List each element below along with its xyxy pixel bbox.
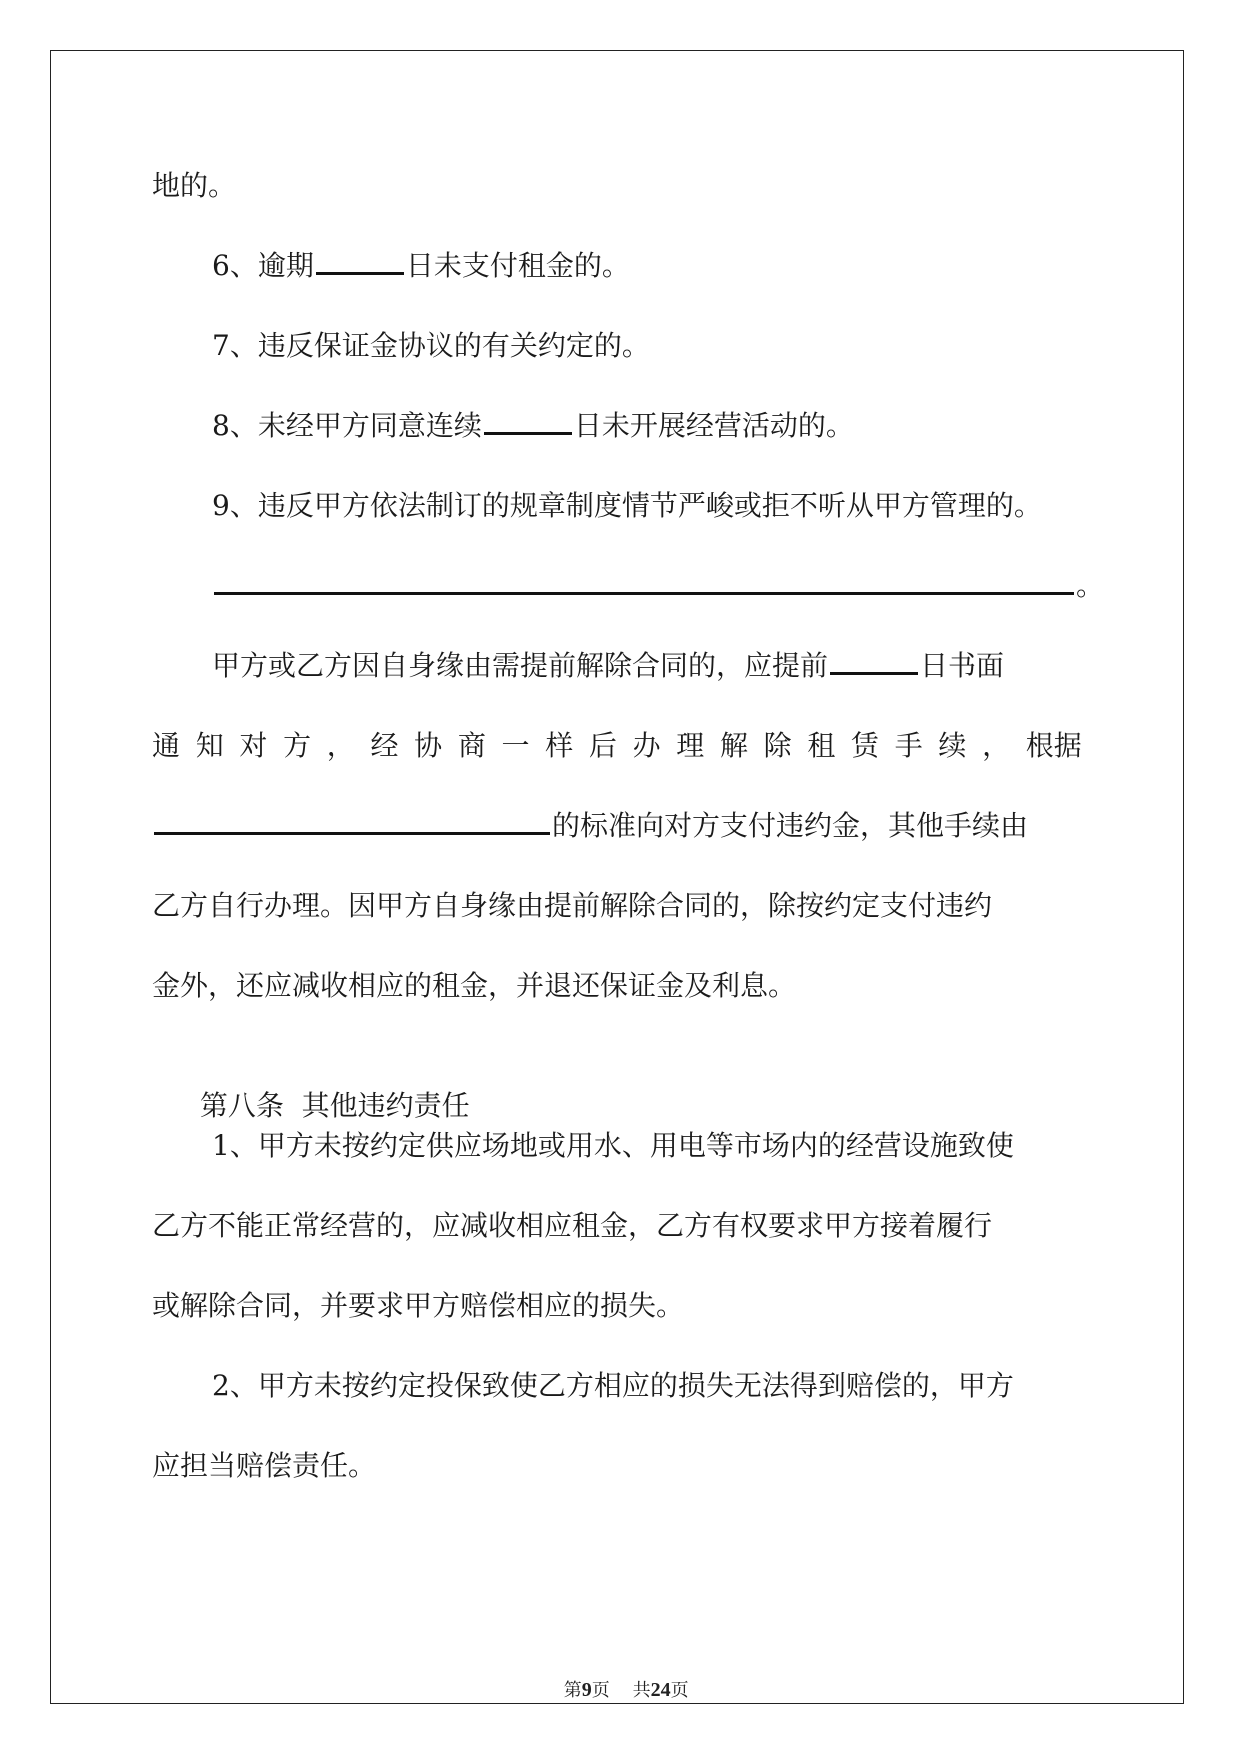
text: 。	[1076, 569, 1105, 602]
paragraph-line	[212, 486, 1042, 526]
char: 经	[370, 729, 399, 762]
char: 对	[239, 729, 268, 762]
paragraph-line	[212, 326, 650, 366]
text: 9、违反甲方依法制订的规章制度情节严峻或拒不听从甲方管理的。	[212, 489, 1042, 522]
text: 乙方自行办理。因甲方自身缘由提前解除合同的，除按约定支付违约	[152, 889, 993, 922]
text: 1、甲方未按约定供应场地或用水、用电等市场内的经营设施致使	[212, 1129, 1014, 1162]
paragraph-line	[152, 806, 1028, 846]
paragraph-line	[152, 166, 236, 206]
paragraph-line	[152, 1286, 684, 1326]
paragraph-line	[152, 886, 992, 926]
paragraph-line	[152, 1206, 992, 1246]
text: 日未支付租金的。	[405, 249, 630, 282]
fill-blank	[316, 246, 404, 275]
text: 地的。	[152, 169, 237, 202]
fill-blank	[214, 566, 1074, 595]
paragraph-line-justified	[152, 726, 1082, 766]
text: 第八条 其他违约责任	[199, 1089, 470, 1122]
char: ，	[982, 729, 1011, 762]
char: 除	[763, 729, 792, 762]
text: 7、违反保证金协议的有关约定的。	[212, 329, 650, 362]
char: 一	[501, 729, 530, 762]
char: 方	[283, 729, 312, 762]
text: 或解除合同，并要求甲方赔偿相应的损失。	[152, 1289, 685, 1322]
text: 2、甲方未按约定投保致使乙方相应的损失无法得到赔偿的，甲方	[212, 1369, 1014, 1402]
paragraph-line	[212, 246, 630, 286]
text: 的标准向对方支付违约金，其他手续由	[552, 809, 1029, 842]
text: 日未开展经营活动的。	[573, 409, 854, 442]
text: 应担当赔偿责任。	[152, 1449, 377, 1482]
paragraph-line	[212, 406, 854, 446]
text: 8、未经甲方同意连续	[212, 409, 482, 442]
char: 知	[195, 729, 224, 762]
section-heading	[182, 1046, 470, 1126]
text: 甲方或乙方因自身缘由需提前解除合同的，应提前	[212, 649, 829, 682]
text: 6、逾期	[212, 249, 314, 282]
char: 样	[545, 729, 574, 762]
paragraph-line	[152, 966, 796, 1006]
paragraph-line	[212, 1366, 1014, 1406]
char: 赁	[851, 729, 880, 762]
footer-mid: 页 共	[591, 1680, 651, 1701]
text: 乙方不能正常经营的，应减收相应租金，乙方有权要求甲方接着履行	[152, 1209, 993, 1242]
char: 续	[938, 729, 967, 762]
fill-blank	[484, 406, 572, 435]
footer-suffix: 页	[670, 1680, 689, 1701]
page-footer	[0, 1655, 1241, 1702]
char: 根据	[1025, 729, 1082, 762]
text: 金外，还应减收相应的租金，并退还保证金及利息。	[152, 969, 797, 1002]
char: 理	[676, 729, 705, 762]
paragraph-line	[212, 566, 1104, 606]
char: ，	[326, 729, 355, 762]
char: 协	[414, 729, 443, 762]
text: 日书面	[920, 649, 1005, 682]
char: 通	[152, 729, 181, 762]
char: 后	[588, 729, 617, 762]
paragraph-line	[212, 1126, 1014, 1166]
page-number: 9	[581, 1679, 592, 1701]
char: 租	[807, 729, 836, 762]
char: 解	[719, 729, 748, 762]
char: 办	[632, 729, 661, 762]
char: 商	[457, 729, 486, 762]
paragraph-line	[212, 646, 1004, 686]
char: 手	[894, 729, 923, 762]
fill-blank	[830, 646, 918, 675]
footer-prefix: 第	[563, 1680, 582, 1701]
total-pages: 24	[650, 1679, 671, 1701]
fill-blank	[154, 806, 550, 835]
paragraph-line	[152, 1446, 376, 1486]
